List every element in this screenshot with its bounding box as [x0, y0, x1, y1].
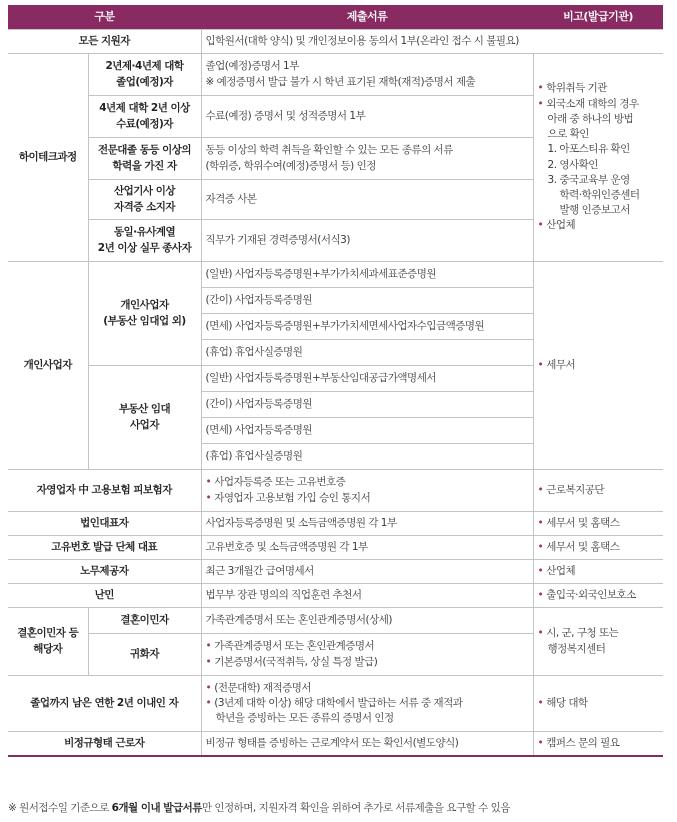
footnote-pre: ※ 원서접수일 기준으로 [8, 802, 112, 814]
header-issuer: 비고(발급기관) [533, 5, 663, 30]
bullet-icon: • [537, 627, 544, 640]
table-header [8, 5, 663, 30]
row-unique [8, 536, 663, 560]
label-personal: 개인사업자 [8, 262, 88, 470]
hitech-sub-4-line1: 산업기사 이상 [114, 185, 176, 198]
hitech-sub-1-line1: 2년제·4년제 대학 [105, 60, 184, 73]
bullet-icon: • [205, 491, 212, 504]
personal-g2-line1: 부동산 임대 [118, 403, 171, 416]
label-self-employed: 자영업자 中 고용보험 피보험자 [8, 470, 201, 512]
hitech-doc-3-line1: 동등 이상의 학력 취득을 확인할 수 있는 모든 종류의 서류 [205, 144, 453, 157]
row-refugee [8, 584, 663, 608]
hitech-sub-2-line2: 수료(예정)자 [116, 117, 173, 130]
self-employed-doc-2 [206, 491, 529, 506]
hitech-note-n1: 1. 아포스티유 확인 [547, 143, 630, 156]
label-irregular: 비정규형태 근로자 [8, 732, 201, 756]
hitech-note-b2b: 아래 중 하나의 방법 [547, 112, 634, 125]
row-personal-1 [8, 262, 663, 288]
hitech-sub-3-line2: 학력을 가진 자 [112, 159, 177, 172]
bullet-icon: • [537, 219, 544, 232]
marriage-note-line2: 행정복지센터 [547, 642, 606, 655]
hitech-sub-4 [88, 180, 201, 220]
personal-note-text: 세무서 [546, 358, 576, 371]
irregular-note [533, 732, 663, 756]
row-hitech-1 [8, 54, 663, 96]
hitech-sub-5-line2: 2년 이상 실무 종사자 [97, 241, 192, 254]
bullet-icon: • [537, 564, 544, 577]
hitech-doc-5: 직무가 기재된 경력증명서(서식3) [201, 220, 533, 262]
row-corp [8, 512, 663, 536]
footnote-post: 만 인정하며, 지원자격 확인을 위하여 추가로 서류제출을 요구할 수 있음 [201, 802, 510, 814]
marriage-doc-1: 가족관계증명서 또는 혼인관계증명서(상세) [201, 608, 533, 634]
irregular-note-text: 캠퍼스 문의 필요 [546, 736, 620, 749]
hitech-note [533, 54, 663, 262]
row-labor [8, 560, 663, 584]
corp-note-text: 세무서 및 홈택스 [546, 516, 620, 529]
personal-g2-doc-1: (일반) 사업자등록증명원+부동산임대공급가액명세서 [201, 366, 533, 392]
marriage-doc-2a [206, 639, 529, 654]
footnote-bold: 6개월 이내 발급서류 [111, 802, 202, 814]
bullet-icon: • [537, 358, 544, 371]
refugee-note [533, 584, 663, 608]
refugee-doc: 법무부 장관 명의의 직업훈련 추천서 [201, 584, 533, 608]
hitech-doc-4: 자격증 사본 [201, 180, 533, 220]
personal-g1-doc-2: (간이) 사업자등록증명원 [201, 288, 533, 314]
hitech-sub-1 [88, 54, 201, 96]
hitech-note-n2: 2. 영사확인 [547, 158, 598, 171]
bullet-icon: • [537, 540, 544, 553]
graduation-doc-1-text: (전문대학) 재적증명서 [214, 681, 312, 694]
marriage-sub-2: 귀화자 [88, 634, 201, 676]
doc-all: 입학원서(대학 양식) 및 개인정보이용 동의서 1부(온라인 접수 시 불필요) [201, 30, 663, 54]
label-labor: 노무제공자 [8, 560, 201, 584]
marriage-doc-2 [201, 634, 533, 676]
label-marriage-line1: 결혼이민자 등 [17, 627, 79, 640]
hitech-sub-2 [88, 96, 201, 138]
bullet-icon: • [537, 82, 544, 95]
bullet-icon: • [205, 681, 212, 694]
personal-g1-line2: (부동산 임대업 외) [103, 314, 186, 327]
marriage-note-line1-text: 시, 군, 구청 또는 [546, 627, 619, 640]
marriage-sub-1: 결혼이민자 [88, 608, 201, 634]
row-all-applicants [8, 30, 663, 54]
graduation-doc-2b: 학년을 증빙하는 모든 종류의 증명서 인정 [215, 712, 394, 725]
bullet-icon: • [205, 640, 212, 653]
hitech-doc-1-line1: 졸업(예정)증명서 1부 [205, 60, 299, 73]
bullet-icon: • [537, 736, 544, 749]
personal-g2-doc-2: (간이) 사업자등록증명원 [201, 392, 533, 418]
hitech-sub-2-line1: 4년제 대학 2년 이상 [99, 102, 190, 115]
graduation-doc-2a-text: (3년제 대학 이상) 해당 대학에서 발급하는 서류 중 재적과 [214, 696, 463, 709]
hitech-sub-5 [88, 220, 201, 262]
unique-note-text: 세무서 및 홈택스 [546, 540, 620, 553]
marriage-doc-2a-text: 가족관계증명서 또는 혼인관계증명서 [214, 640, 375, 653]
hitech-note-b1 [538, 81, 660, 96]
label-graduation: 졸업까지 남은 연한 2년 이내인 자 [8, 676, 201, 732]
labor-note [533, 560, 663, 584]
label-hitech: 하이테크과정 [8, 54, 88, 262]
graduation-note-text: 해당 대학 [546, 696, 588, 709]
hitech-doc-1 [201, 54, 533, 96]
personal-group1 [88, 262, 201, 366]
hitech-sub-5-line1: 동일·유사계열 [113, 226, 176, 239]
bullet-icon: • [205, 655, 212, 668]
personal-group2 [88, 366, 201, 470]
personal-g1-line1: 개인사업자 [120, 299, 169, 312]
hitech-doc-3-line2: (학위증, 학위수여(예정)증명서 등) 인정 [205, 159, 376, 172]
footnote [8, 800, 510, 815]
row-irregular [8, 732, 663, 756]
personal-g1-doc-4: (휴업) 휴업사실증명원 [201, 340, 533, 366]
hitech-doc-1-line2: ※ 예정증명서 발급 불가 시 학년 표기된 재학(재적)증명서 제출 [205, 75, 476, 88]
hitech-note-b3 [538, 218, 660, 233]
bullet-icon: • [537, 97, 544, 110]
hitech-sub-3-line1: 전문대졸 동등 이상의 [97, 144, 192, 157]
hitech-doc-3 [201, 138, 533, 180]
bullet-icon: • [205, 696, 212, 709]
header-documents: 제출서류 [201, 5, 533, 30]
marriage-doc-2b-text: 기본증명서(국적취득, 상실 특정 발급) [214, 655, 378, 668]
corp-note [533, 512, 663, 536]
hitech-sub-3 [88, 138, 201, 180]
row-marriage-1 [8, 608, 663, 634]
marriage-note [533, 608, 663, 676]
row-graduation [8, 676, 663, 732]
irregular-doc: 비정규 형태를 증빙하는 근로계약서 또는 확인서(별도양식) [201, 732, 533, 756]
hitech-doc-2: 수료(예정) 증명서 및 성적증명서 1부 [201, 96, 533, 138]
self-employed-docs [201, 470, 533, 512]
label-corp: 법인대표자 [8, 512, 201, 536]
labor-note-text: 산업체 [546, 564, 576, 577]
self-employed-doc-1-text: 사업자등록증 또는 고유번호증 [214, 476, 346, 489]
personal-g2-doc-3: (면세) 사업자등록증명원 [201, 418, 533, 444]
graduation-note [533, 676, 663, 732]
personal-g1-doc-1: (일반) 사업자등록증명원+부가가치세과세표준증명원 [201, 262, 533, 288]
graduation-doc-2a [206, 696, 529, 711]
unique-note [533, 536, 663, 560]
bullet-icon: • [205, 476, 212, 489]
marriage-note-line1 [538, 626, 660, 641]
graduation-doc-1 [206, 681, 529, 696]
hitech-note-n3c: 발행 인증보고서 [559, 204, 630, 217]
hitech-note-n3b: 학력·학위인증센터 [559, 188, 640, 201]
bullet-icon: • [537, 588, 544, 601]
personal-g2-line2: 사업자 [130, 418, 159, 431]
bullet-icon: • [537, 516, 544, 529]
self-employed-doc-2-text: 자영업자 고용보험 가입 승인 통지서 [214, 491, 371, 504]
personal-g2-doc-4: (휴업) 휴업사실증명원 [201, 444, 533, 470]
hitech-sub-1-line2: 졸업(예정)자 [116, 75, 173, 88]
self-employed-note-text: 근로복지공단 [546, 483, 605, 496]
marriage-doc-2b [206, 655, 529, 670]
label-all: 모든 지원자 [8, 30, 201, 54]
header-category: 구분 [8, 5, 201, 30]
bullet-icon: • [537, 696, 544, 709]
hitech-note-b2c: 으로 확인 [547, 128, 589, 141]
label-marriage [8, 608, 88, 676]
personal-g1-doc-3: (면세) 사업자등록증명원+부가가치세면세사업자수입금액증명원 [201, 314, 533, 340]
labor-doc: 최근 3개월간 급여명세서 [201, 560, 533, 584]
hitech-sub-4-line2: 자격증 소지자 [114, 200, 176, 213]
label-unique: 고유번호 발급 단체 대표 [8, 536, 201, 560]
graduation-docs [201, 676, 533, 732]
personal-note [533, 262, 663, 470]
hitech-note-b2a [538, 97, 660, 112]
label-marriage-line2: 해당자 [33, 642, 63, 655]
hitech-note-b2a-text: 외국소재 대학의 경우 [546, 97, 639, 110]
unique-doc: 고유번호증 및 소득금액증명원 각 1부 [201, 536, 533, 560]
self-employed-note [533, 470, 663, 512]
bullet-icon: • [537, 483, 544, 496]
corp-doc: 사업자등록증명원 및 소득금액증명원 각 1부 [201, 512, 533, 536]
self-employed-doc-1 [206, 475, 529, 490]
documents-table [8, 5, 663, 757]
refugee-note-text: 출입국·외국인보호소 [546, 588, 636, 601]
hitech-note-b1-text: 학위취득 기관 [546, 82, 607, 95]
hitech-note-n3a: 3. 중국교육부 운영 [547, 173, 630, 186]
row-self-employed [8, 470, 663, 512]
label-refugee: 난민 [8, 584, 201, 608]
hitech-note-b3-text: 산업체 [546, 219, 576, 232]
